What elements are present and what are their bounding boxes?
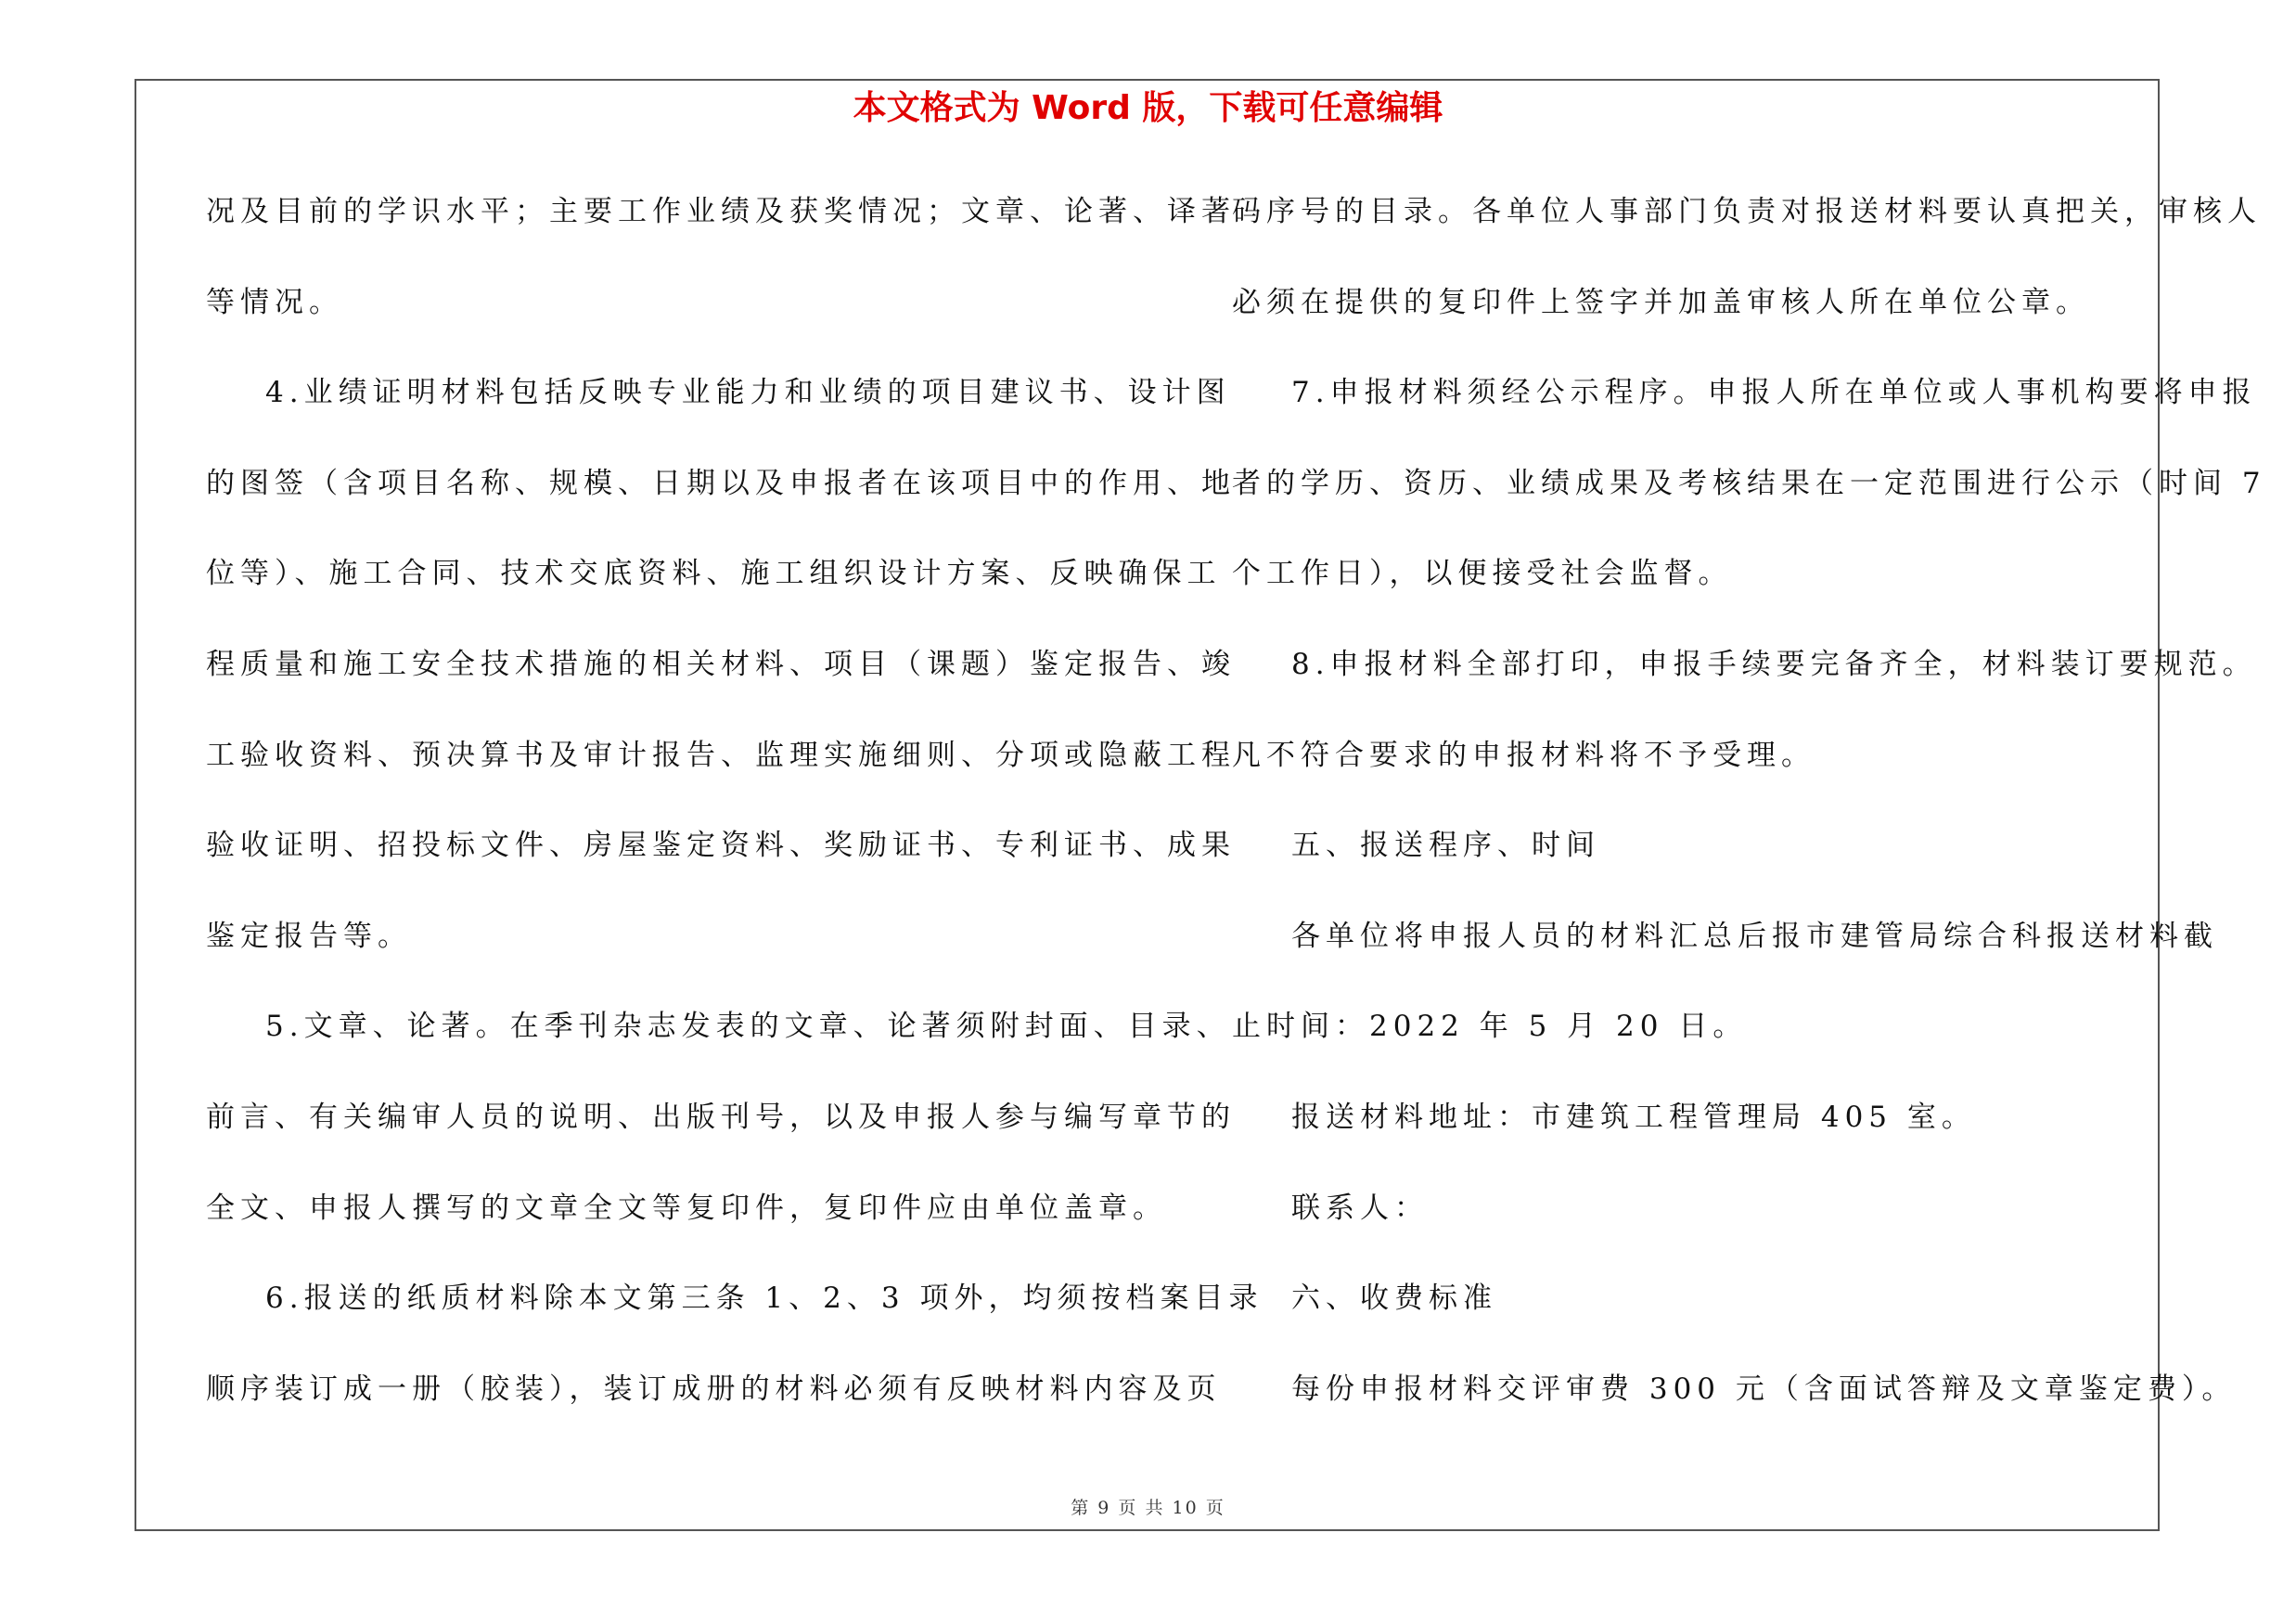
text-line: 必须在提供的复印件上签字并加盖审核人所在单位公章。 <box>1232 285 2090 319</box>
text-line: 每份申报材料交评审费 300 元（含面试答辩及文章鉴定费）。 <box>1291 1372 2237 1406</box>
text-line: 前言、有关编审人员的说明、出版刊号，以及申报人参与编写章节的 <box>206 1100 1236 1134</box>
text-line: 况及目前的学识水平；主要工作业绩及获奖情况；文章、论著、译著 <box>206 195 1236 228</box>
text-line: 止时间：2022 年 5 月 20 日。 <box>1232 1010 1748 1044</box>
text-line: 工验收资料、预决算书及审计报告、监理实施细则、分项或隐蔽工程 <box>206 738 1236 772</box>
text-line: 的图签（含项目名称、规模、日期以及申报者在该项目中的作用、地 <box>206 466 1236 500</box>
text-line: 报送材料地址：市建筑工程管理局 405 室。 <box>1291 1100 1976 1134</box>
text-line: 各单位将申报人员的材料汇总后报市建管局综合科报送材料截 <box>1291 919 2218 953</box>
text-line: 8.申报材料全部打印，申报手续要完备齐全，材料装订要规范。 <box>1291 647 2257 681</box>
text-line: 六、收费标准 <box>1291 1282 1497 1316</box>
text-line: 等情况。 <box>206 285 343 319</box>
text-line: 7.申报材料须经公示程序。申报人所在单位或人事机构要将申报 <box>1291 376 2257 410</box>
document-banner: 本文格式为 Word 版，下载可任意编辑 <box>853 89 1443 127</box>
text-line: 程质量和施工安全技术措施的相关材料、项目（课题）鉴定报告、竣 <box>206 647 1236 681</box>
text-line: 鉴定报告等。 <box>206 919 412 953</box>
text-line: 者的学历、资历、业绩成果及考核结果在一定范围进行公示（时间 7 <box>1232 466 2266 500</box>
text-line: 五、报送程序、时间 <box>1291 829 1600 863</box>
right-text-column <box>1232 184 2266 1451</box>
left-text-column <box>206 184 1263 1451</box>
text-line: 凡不符合要求的申报材料将不予受理。 <box>1232 738 1815 772</box>
text-line: 码序号的目录。各单位人事部门负责对报送材料要认真把关，审核人 <box>1232 195 2262 228</box>
text-line: 5.文章、论著。在季刊杂志发表的文章、论著须附封面、目录、 <box>265 1010 1231 1044</box>
text-line: 6.报送的纸质材料除本文第三条 1、2、3 项外，均须按档案目录 <box>265 1282 1263 1316</box>
text-line: 联系人： <box>1291 1191 1429 1225</box>
text-line: 全文、申报人撰写的文章全文等复印件，复印件应由单位盖章。 <box>206 1191 1167 1225</box>
text-line: 位等）、施工合同、技术交底资料、施工组织设计方案、反映确保工 <box>206 557 1222 591</box>
page-number-footer: 第 9 页 共 10 页 <box>1071 1498 1225 1518</box>
text-line: 验收证明、招投标文件、房屋鉴定资料、奖励证书、专利证书、成果 <box>206 829 1236 863</box>
text-line: 个工作日），以便接受社会监督。 <box>1232 557 1733 591</box>
text-line: 顺序装订成一册（胶装），装订成册的材料必须有反映材料内容及页 <box>206 1372 1222 1406</box>
text-line: 4.业绩证明材料包括反映专业能力和业绩的项目建议书、设计图 <box>265 376 1231 410</box>
